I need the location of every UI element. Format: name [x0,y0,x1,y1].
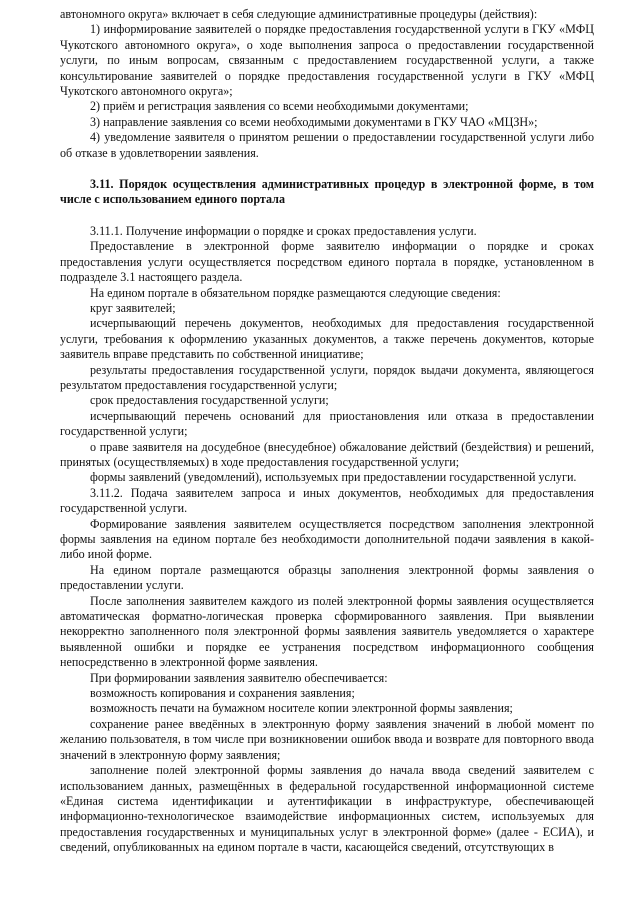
section-heading: 3.11. Порядок осуществления административных процедур в электронной форме, в том числе с использованием единого портала [60,177,594,207]
paragraph: автономного округа» включает в себя следующие административные процедуры (действия): [60,7,538,21]
paragraph: 3.11.1. Получение информации о порядке и сроках предоставления услуги. [90,223,477,238]
paragraph: круг заявителей; [90,300,176,315]
paragraph: После заполнения заявителем каждого из полей электронной формы заявления осуществляется автоматическая форматно-логическая проверка сформированного заявления. При выявлении некорректно заполненного поля электронной формы заявления заявитель уведомляется о характере выявленной ошибки и порядке ее устранения посредством информационного сообщения непосредственно в электронной форме заявления. [60,593,594,670]
paragraph: возможность печати на бумажном носителе копии электронной формы заявления; [90,701,513,716]
paragraph: Формирование заявления заявителем осуществляется посредством заполнения электронной формы заявления на едином портале без необходимости дополнительной подачи заявления в какой-либо иной форме. [60,516,594,562]
paragraph: о праве заявителя на досудебное (внесудебное) обжалование действий (бездействия) и решений, принятых (осуществляемых) в ходе предоставления государственной услуги; [60,439,594,469]
paragraph: результаты предоставления государственной услуги, порядок выдачи документа, являющегося результатом предоставления государственной услуги; [60,362,594,392]
paragraph: исчерпывающий перечень оснований для приостановления или отказа в предоставлении государственной услуги; [60,408,594,439]
paragraph: срок предоставления государственной услуги; [90,393,329,408]
paragraph: возможность копирования и сохранения заявления; [90,686,355,701]
paragraph: На едином портале в обязательном порядке размещаются следующие сведения: [90,285,501,300]
paragraph: При формировании заявления заявителю обеспечивается: [90,670,388,685]
paragraph: Предоставление в электронной форме заявителю информации о порядке и сроках предоставления услуги осуществляется посредством единого портала в порядке, установленном в подразделе 3.1 настоящего раздела. [60,239,594,285]
paragraph: 3) направление заявления со всеми необходимыми документами в ГКУ ЧАО «МЦЗН»; [90,114,538,129]
paragraph: 3.11.2. Подача заявителем запроса и иных документов, необходимых для предоставления государственной услуги. [60,485,594,516]
paragraph: сохранение ранее введённых в электронную форму заявления значений в любой момент по желанию пользователя, в том числе при возникновении ошибок ввода и возврате для повторного ввода значений в электронную форму заявления; [60,716,594,762]
paragraph: исчерпывающий перечень документов, необходимых для предоставления государственной услуги, требования к оформлению указанных документов, а также перечень документов, которые заявитель вправе представить по собственной инициативе; [60,316,594,362]
paragraph: 2) приём и регистрация заявления со всеми необходимыми документами; [90,99,469,114]
paragraph: формы заявлений (уведомлений), используемых при предоставлении государственной услуги. [90,470,577,485]
paragraph: заполнение полей электронной формы заявления до начала ввода сведений заявителем с использованием данных, размещённых в федеральной государственной информационной системе «Единая система идентификации и аутентификации в инфраструктуре, обеспечивающей информационно-технологическое взаимодействие информационных систем, используемых для предоставления государственных и муниципальных услуг в электронной форме» (далее - ЕСИА), и сведений, опубликованных на едином портале в части, касающейся сведений, отсутствующих в [60,763,594,855]
paragraph: 1) информирование заявителей о порядке предоставления государственной услуги в ГКУ «МФЦ Чукотского автономного округа», о ходе выполнения запроса о предоставлении государственной услуги, по иным вопросам, связанным с предоставлением государственной услуги, а также консультирование заявителей о порядке предоставления государственной услуги в ГКУ «МФЦ Чукотского автономного округа»; [60,22,594,99]
paragraph: На едином портале размещаются образцы заполнения электронной формы заявления о предоставлении услуги. [60,562,594,593]
paragraph: 4) уведомление заявителя о принятом решении о предоставлении государственной услуги либо об отказе в удовлетворении заявления. [60,130,594,160]
